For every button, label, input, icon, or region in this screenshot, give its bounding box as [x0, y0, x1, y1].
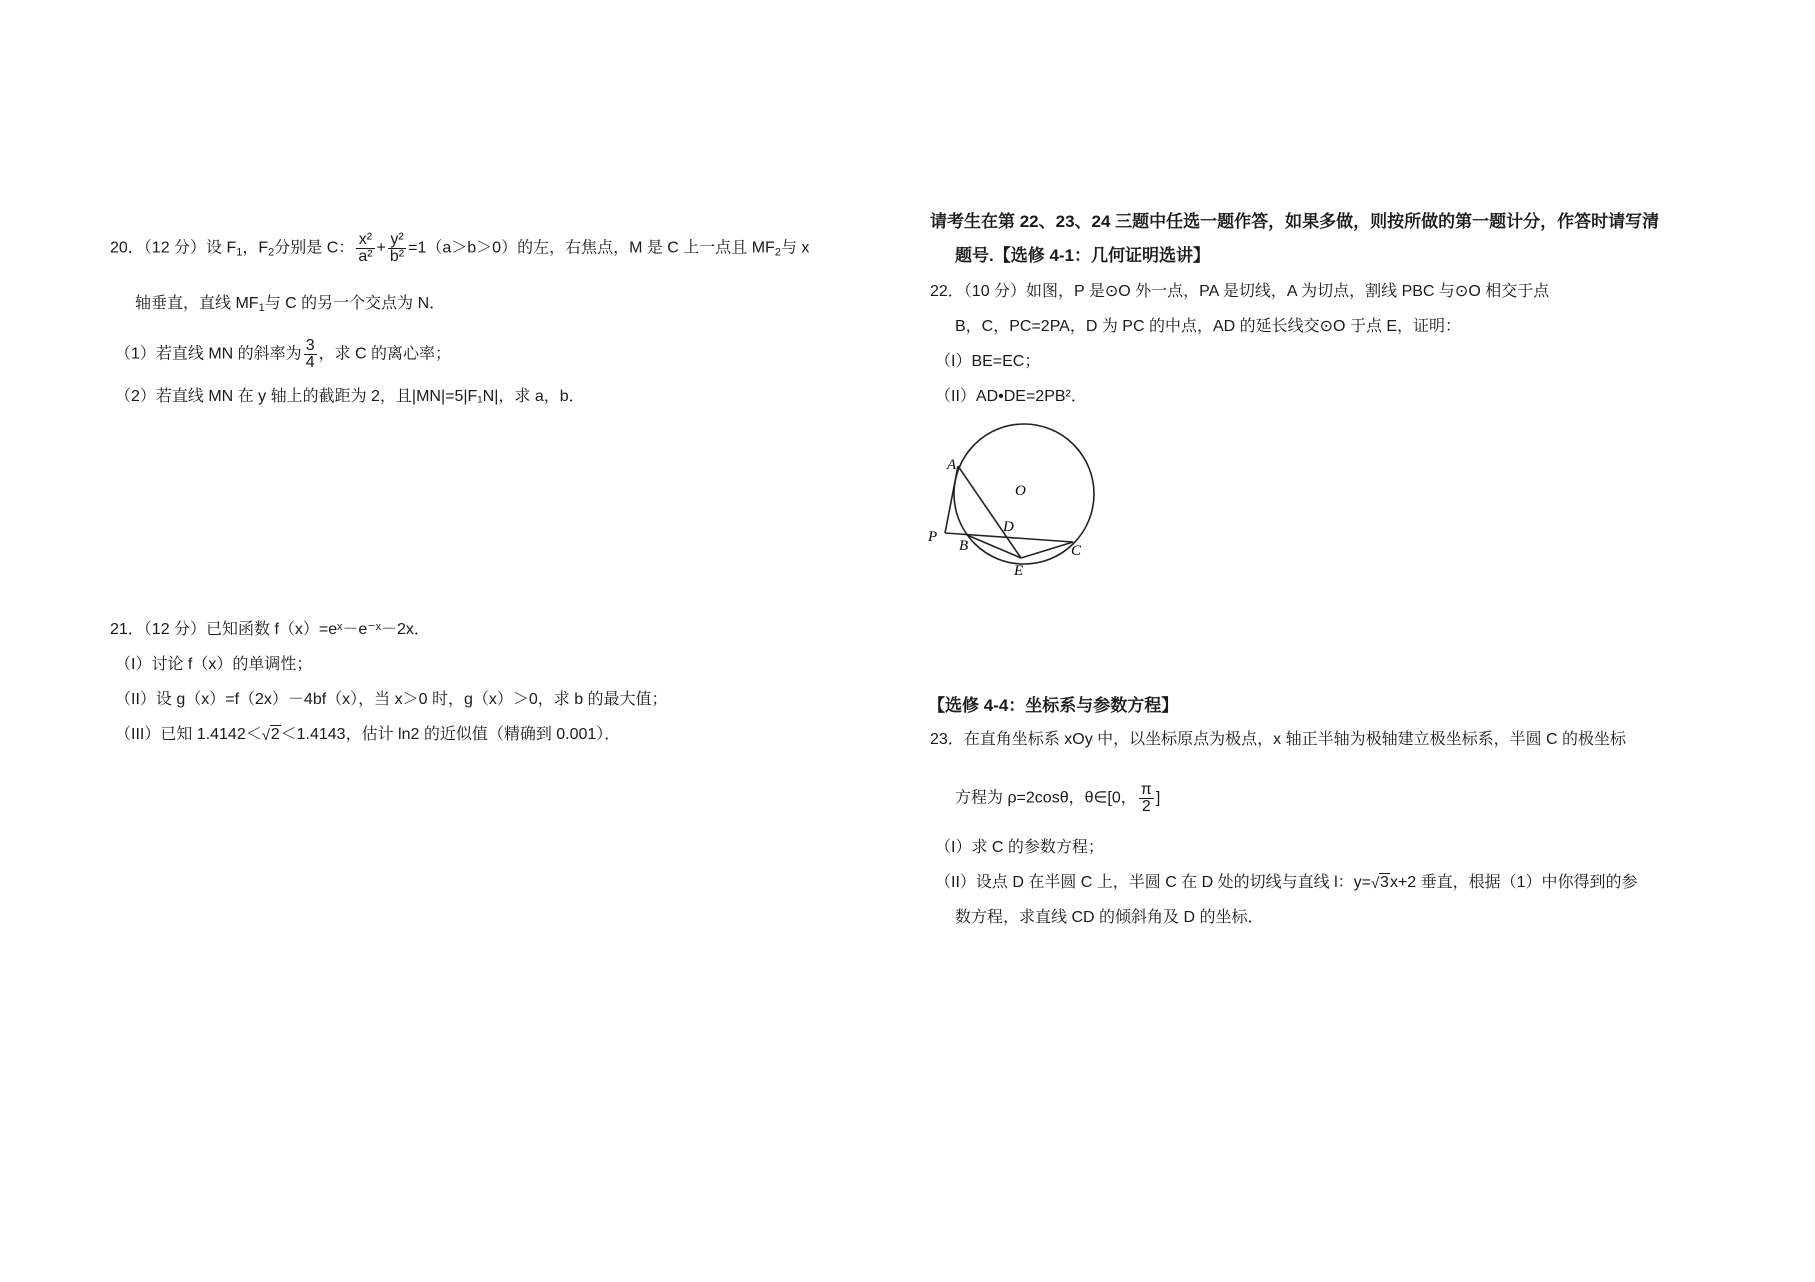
label-o: O — [1015, 483, 1026, 499]
label-a: A — [947, 457, 957, 473]
fraction-pi-2 — [1139, 782, 1154, 815]
q20-text: 与 C 的另一个交点为 N． — [264, 295, 446, 312]
q22-line1: 22．（10 分）如图，P 是⊙O 外一点，PA 是切线，A 为切点，割线 PBC 与⊙O 相交于点 — [930, 283, 1550, 300]
fraction-x2-a2 — [356, 232, 374, 265]
subscript: 1 — [258, 302, 265, 314]
radical-sign: √ — [261, 727, 270, 744]
q23-text: 方程为 ρ=2cosθ，θ∈[0， — [955, 789, 1137, 807]
q23-text: ] — [1155, 789, 1161, 807]
denominator: b² — [389, 248, 405, 265]
tangent-pa — [945, 466, 958, 533]
q21-part2: （II）设 g（x）=f（2x）－4bf（x），当 x＞0 时，g（x）＞0，求 b 的最大值； — [115, 691, 668, 708]
q20-line2 — [135, 294, 445, 318]
q21-text: （III）已知 1.4142＜ — [115, 726, 262, 743]
fraction-y2-b2 — [388, 232, 406, 265]
q20-text: 轴垂直，直线 MF — [135, 295, 259, 312]
q21-part3 — [115, 725, 620, 745]
q21-intro: 21．（12 分）已知函数 f（x）=eˣ－e⁻ˣ－2x． — [110, 621, 430, 638]
radical-sign: √ — [1371, 875, 1380, 892]
fraction-3-4 — [304, 338, 317, 371]
denominator: 4 — [305, 354, 315, 371]
sqrt-3 — [1371, 873, 1390, 893]
q22-part2: （II）AD•DE=2PB²． — [935, 388, 1087, 405]
q20-part1 — [115, 338, 451, 371]
q22-line2: B，C，PC=2PA，D 为 PC 的中点，AD 的延长线交⊙O 于点 E，证明： — [955, 318, 1462, 335]
q22-part1: （I）BE=EC； — [935, 353, 1041, 370]
q20-text: 20．（12 分）设 F — [110, 239, 237, 257]
numerator: y² — [388, 232, 406, 249]
subscript: 1 — [236, 246, 243, 259]
q23-line2 — [955, 782, 1160, 815]
q23-line1: 23．在直角坐标系 xOy 中，以坐标原点为极点，x 轴正半轴为极轴建立极坐标系，半圆 C 的极坐标 — [930, 731, 1627, 748]
label-b: B — [959, 538, 969, 554]
label-e: E — [1014, 563, 1024, 579]
denominator: a² — [358, 248, 373, 265]
plus-sign: + — [376, 239, 386, 257]
q20-text: ，求 C 的离心率； — [318, 345, 452, 363]
section44-title: 【选修 4-4：坐标系与参数方程】 — [928, 696, 1179, 715]
q20-text: （1）若直线 MN 的斜率为 — [115, 345, 302, 363]
q20-text: 分别是 C： — [274, 239, 355, 257]
q23-part2-line2: 数方程，求直线 CD 的倾斜角及 D 的坐标． — [955, 909, 1264, 926]
q20-text: =1（a＞b＞0）的左，右焦点，M 是 C 上一点且 MF — [408, 239, 775, 257]
q23-part2 — [935, 873, 1638, 893]
label-c: C — [1071, 543, 1082, 559]
denominator: 2 — [1141, 798, 1151, 815]
subscript: 2 — [774, 246, 781, 259]
q20-text: ，F — [242, 239, 269, 257]
label-d: D — [1003, 519, 1014, 535]
circle-geometry-figure — [925, 415, 1105, 585]
instruction-line1: 请考生在第 22、23、24 三题中任选一题作答，如果多做，则按所做的第一题计分，作答时请写清 — [930, 212, 1660, 231]
numerator: 3 — [305, 337, 315, 354]
q20-intro — [110, 232, 809, 267]
subscript: 2 — [268, 246, 275, 259]
q21-text: ＜1.4143，估计 ln2 的近似值（精确到 0.001）． — [280, 726, 621, 743]
q21-part1: （I）讨论 f（x）的单调性； — [115, 656, 313, 673]
instruction-line2: 题号.【选修 4-1：几何证明选讲】 — [955, 246, 1211, 265]
q23-text: x+2 垂直，根据（1）中你得到的参 — [1389, 874, 1638, 891]
radicand: 2 — [270, 726, 280, 743]
q23-text: （II）设点 D 在半圆 C 上，半圆 C 在 D 处的切线与直线 l：y= — [935, 874, 1372, 891]
numerator: x² — [356, 232, 374, 249]
q23-part1: （I）求 C 的参数方程； — [935, 839, 1104, 856]
radicand: 3 — [1380, 874, 1389, 891]
numerator: π — [1140, 781, 1152, 798]
sqrt-2 — [262, 725, 281, 745]
q20-text: 与 x — [780, 239, 810, 257]
q20-part2: （2）若直线 MN 在 y 轴上的截距为 2，且|MN|=5|F₁N|，求 a，b． — [115, 388, 585, 405]
label-p: P — [928, 529, 938, 545]
